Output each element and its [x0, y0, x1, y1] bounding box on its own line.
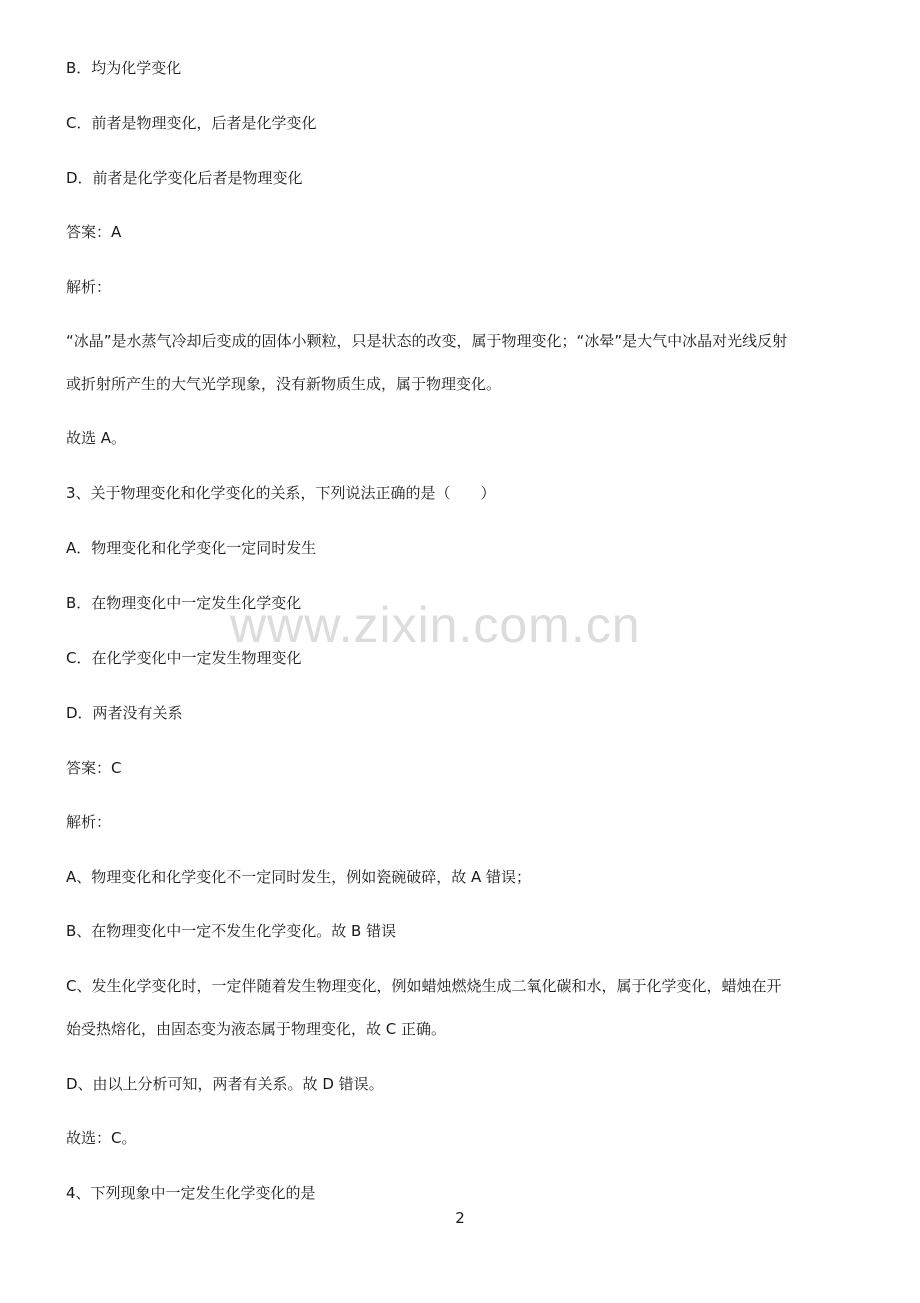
analysis-label-q2: 解析： — [66, 278, 112, 296]
analysis-c-q3-line1: C、发生化学变化时，一定伴随着发生物理变化，例如蜡烛燃烧生成二氧化碳和水，属于化学变化，蜡烛在开 — [66, 977, 782, 995]
answer-q3: 答案：C — [66, 759, 122, 777]
page-number: 2 — [455, 1209, 465, 1227]
watermark: www.zixin.com.cn — [230, 597, 641, 653]
question-3: 3、关于物理变化和化学变化的关系，下列说法正确的是（ ） — [66, 484, 496, 502]
analysis-a-q3: A、物理变化和化学变化不一定同时发生，例如瓷碗破碎，故 A 错误； — [66, 868, 532, 886]
answer-q2: 答案：A — [66, 223, 122, 241]
analysis-c-q3-line2: 始受热熔化，由固态变为液态属于物理变化，故 C 正确。 — [66, 1020, 447, 1038]
option-b-q3: B．在物理变化中一定发生化学变化 — [66, 594, 302, 612]
option-c-q3: C．在化学变化中一定发生物理变化 — [66, 649, 302, 667]
option-d-q2: D．前者是化学变化后者是物理变化 — [66, 169, 303, 187]
option-a-q3: A．物理变化和化学变化一定同时发生 — [66, 539, 317, 557]
conclusion-q2: 故选 A。 — [66, 429, 127, 447]
option-c-q2: C．前者是物理变化，后者是化学变化 — [66, 114, 317, 132]
question-4: 4、下列现象中一定发生化学变化的是 — [66, 1184, 316, 1202]
option-b-q2: B．均为化学变化 — [66, 59, 182, 77]
analysis-text-q2-line1: “冰晶”是水蒸气冷却后变成的固体小颗粒，只是状态的改变，属于物理变化；“冰晕”是大气中冰晶对光线反射 — [66, 332, 788, 350]
analysis-label-q3: 解析： — [66, 813, 112, 831]
option-d-q3: D．两者没有关系 — [66, 704, 183, 722]
analysis-text-q2-line2: 或折射所产生的大气光学现象，没有新物质生成，属于物理变化。 — [66, 375, 502, 393]
analysis-b-q3: B、在物理变化中一定不发生化学变化。故 B 错误 — [66, 922, 397, 940]
conclusion-q3: 故选：C。 — [66, 1129, 137, 1147]
analysis-d-q3: D、由以上分析可知，两者有关系。故 D 错误。 — [66, 1075, 384, 1093]
